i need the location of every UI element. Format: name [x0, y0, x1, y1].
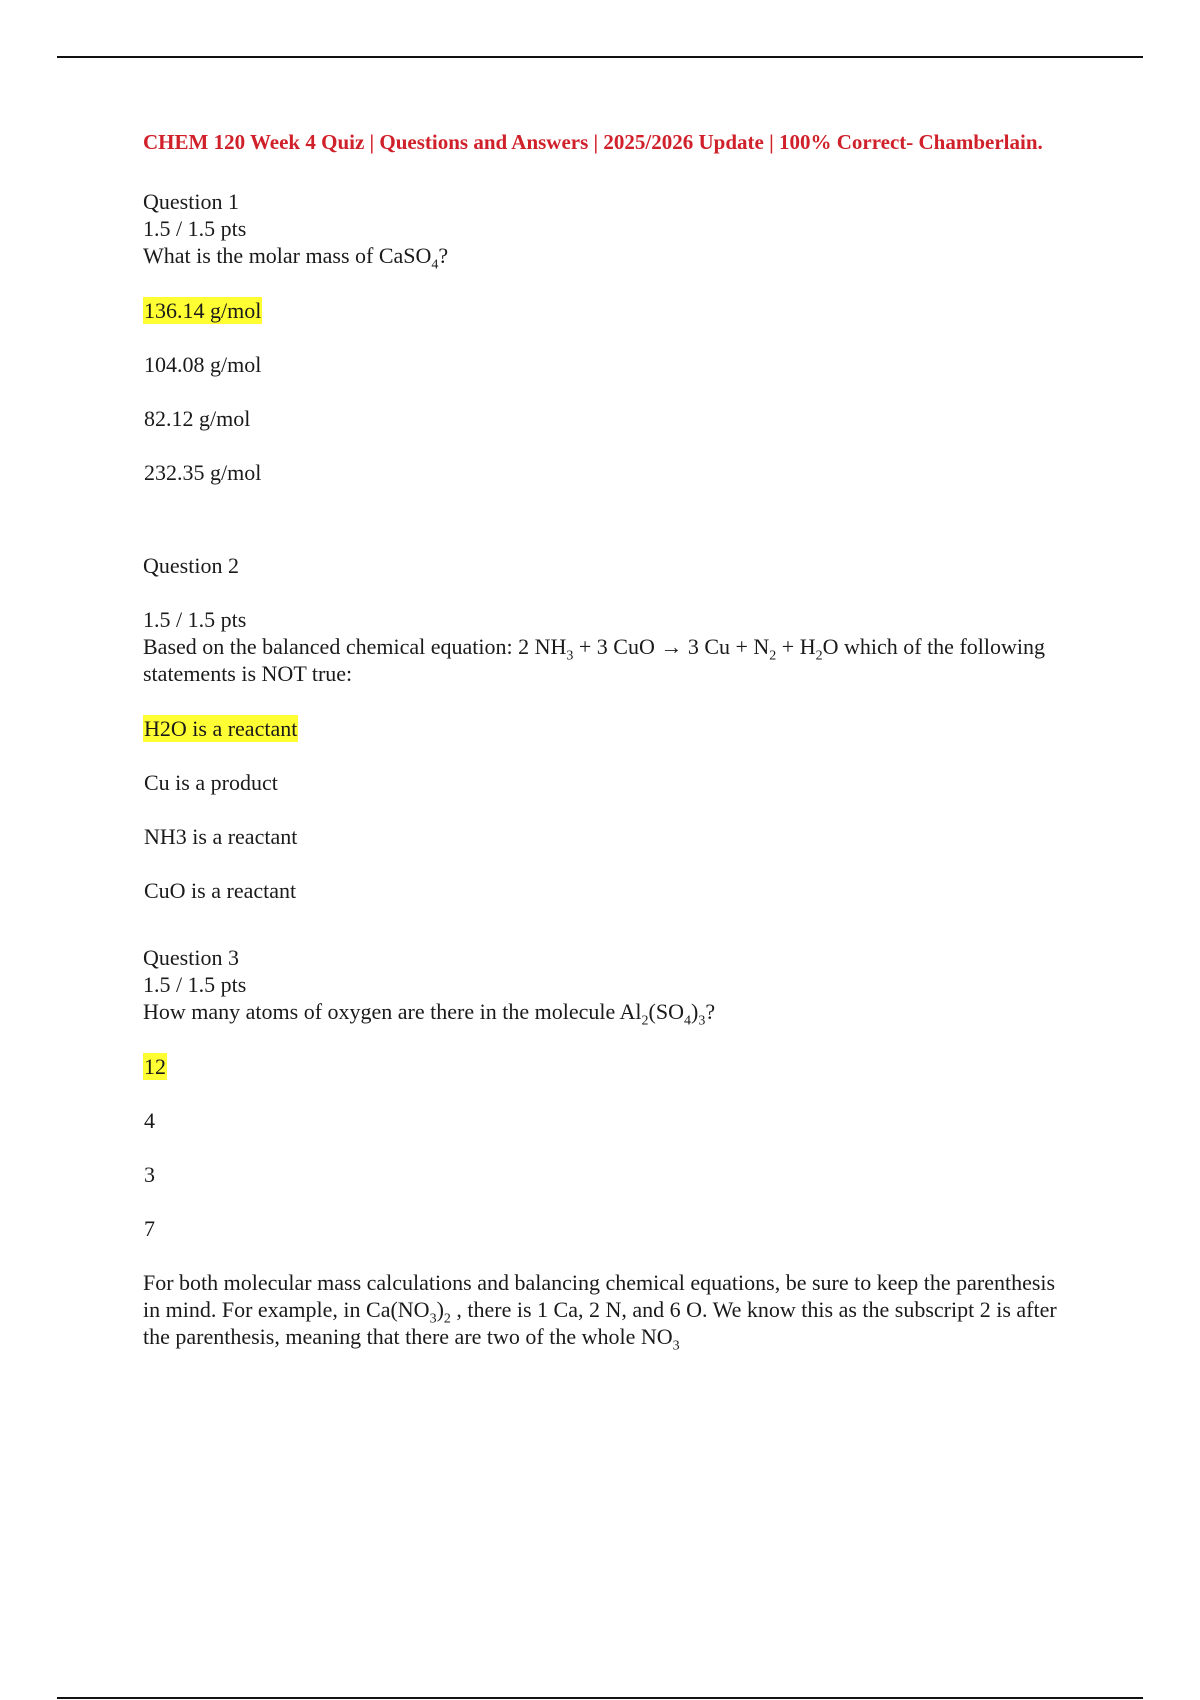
- note-subscript: 2: [443, 1311, 451, 1327]
- answer-option[interactable]: [143, 1107, 1073, 1134]
- answer-text: 82.12 g/mol: [144, 406, 251, 431]
- question-label: Question 3: [143, 945, 239, 970]
- question-3: [143, 944, 1073, 1242]
- answer-option[interactable]: [143, 1161, 1073, 1188]
- answer-option[interactable]: [143, 769, 1073, 796]
- question-text-subscript: 2: [641, 1013, 649, 1029]
- answer-option[interactable]: [143, 877, 1073, 904]
- answer-option-selected[interactable]: [143, 1053, 1073, 1080]
- header-rule: [57, 56, 1143, 58]
- explanation-note: [143, 1269, 1073, 1354]
- question-text-part: + 3 CuO → 3 Cu + N: [573, 634, 770, 659]
- answer-text: 12: [144, 1054, 166, 1079]
- answer-option-selected[interactable]: [143, 297, 1073, 324]
- question-text: [143, 633, 1073, 687]
- answer-text: 104.08 g/mol: [144, 352, 262, 377]
- question-label: Question 2: [143, 553, 239, 578]
- answer-option[interactable]: [143, 459, 1073, 486]
- question-text-part: ?: [438, 243, 449, 268]
- question-text-part: O which of the following statements is NOT true:: [143, 634, 1045, 686]
- answer-option-selected[interactable]: [143, 715, 1073, 742]
- answer-option[interactable]: [143, 351, 1073, 378]
- document-title: CHEM 120 Week 4 Quiz | Questions and Answers | 2025/2026 Update | 100% Correct- Chamberlain.: [143, 130, 1043, 154]
- question-text-part: What is the molar mass of CaSO: [143, 243, 432, 268]
- question-text-subscript: 2: [815, 648, 823, 664]
- answer-text: Cu is a product: [144, 770, 278, 795]
- question-text-part: Based on the balanced chemical equation: 2 NH: [143, 634, 567, 659]
- answer-list: [143, 297, 1073, 486]
- answer-text: 232.35 g/mol: [144, 460, 262, 485]
- question-text-part: (SO: [648, 999, 684, 1024]
- answer-text: CuO is a reactant: [144, 878, 297, 903]
- question-text-subscript: 2: [769, 648, 777, 664]
- document-page: [143, 128, 1073, 1354]
- answer-option[interactable]: [143, 405, 1073, 432]
- footer-rule: [57, 1697, 1143, 1699]
- question-text-part: + H: [776, 634, 816, 659]
- question-points: 1.5 / 1.5 pts: [143, 972, 247, 997]
- question-text: [143, 998, 1073, 1029]
- question-text: [143, 242, 1073, 273]
- question-text-subscript: 4: [431, 257, 439, 273]
- question-points: 1.5 / 1.5 pts: [143, 216, 247, 241]
- question-1: [143, 188, 1073, 486]
- answer-text: 136.14 g/mol: [144, 298, 262, 323]
- answer-option[interactable]: [143, 1215, 1073, 1242]
- question-text-part: ?: [705, 999, 716, 1024]
- note-subscript: 3: [672, 1338, 680, 1354]
- question-text-subscript: 3: [566, 648, 574, 664]
- answer-text: H2O is a reactant: [144, 716, 298, 741]
- question-2: [143, 552, 1073, 904]
- question-points: 1.5 / 1.5 pts: [143, 607, 247, 632]
- answer-text: 3: [144, 1162, 155, 1187]
- answer-list: [143, 715, 1073, 904]
- question-text-part: How many atoms of oxygen are there in the molecule Al: [143, 999, 642, 1024]
- answer-text: NH3 is a reactant: [144, 824, 298, 849]
- question-text-part: ): [690, 999, 699, 1024]
- answer-option[interactable]: [143, 823, 1073, 850]
- question-text-subscript: 3: [698, 1013, 706, 1029]
- question-label: Question 1: [143, 189, 239, 214]
- question-text-subscript: 4: [683, 1013, 691, 1029]
- note-text-part: , there is 1 Ca, 2 N, and 6 O. We know this as the subscript 2 is after the parenthesis, meaning that there are two of the whole NO: [143, 1297, 1057, 1349]
- note-text-part: ): [436, 1297, 444, 1322]
- answer-text: 7: [144, 1216, 155, 1241]
- answer-text: 4: [144, 1108, 155, 1133]
- note-text-part: For both molecular mass calculations and balancing chemical equations, be sure to keep the parenthesis in mind. For example, in Ca(NO: [143, 1270, 1056, 1322]
- note-subscript: 3: [429, 1311, 437, 1327]
- answer-list: [143, 1053, 1073, 1242]
